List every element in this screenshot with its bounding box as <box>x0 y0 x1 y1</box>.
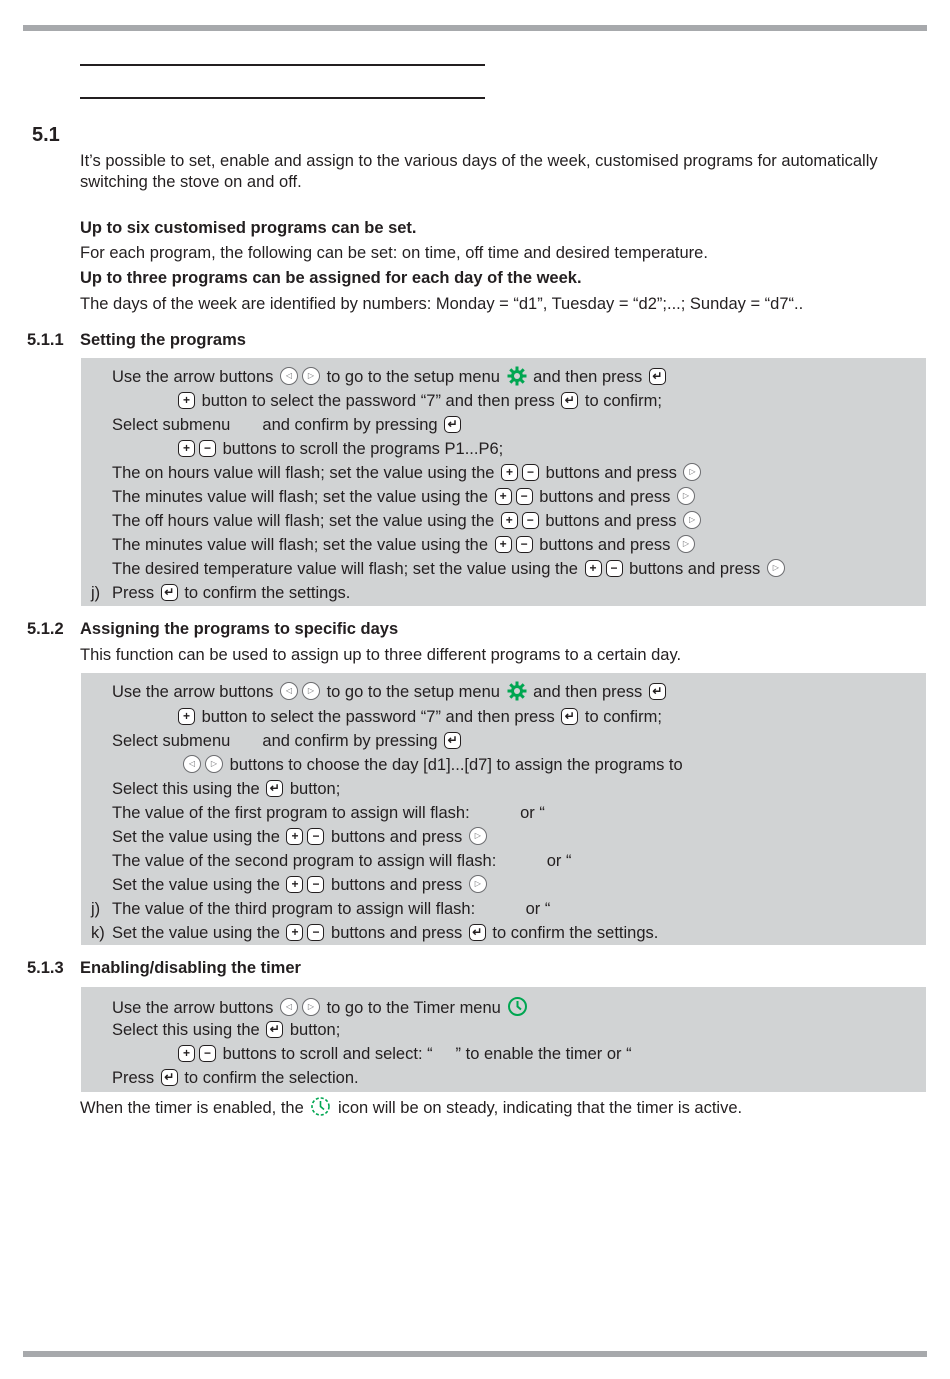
procedure-step <box>176 1044 632 1064</box>
procedure-step <box>112 827 489 847</box>
plus-icon: + <box>501 512 518 529</box>
procedure-step <box>112 487 697 507</box>
subsection-5-1-2-title: Assigning the programs to specific days <box>80 620 399 638</box>
arrow-right-icon: ▷ <box>677 535 695 553</box>
procedure-step <box>181 755 683 775</box>
step-text: Select submenu <box>112 416 235 434</box>
step-text: button; <box>285 1021 341 1039</box>
note-three-per-day: Up to three programs can be assigned for each day of the week. <box>80 269 582 287</box>
procedure-step <box>112 463 703 483</box>
arrow-right-icon: ▷ <box>302 367 320 385</box>
plus-icon: + <box>585 560 602 577</box>
procedure-step <box>176 391 662 411</box>
step-text: to go to the Timer menu <box>322 999 506 1017</box>
minus-icon: − <box>516 536 533 553</box>
procedure-step <box>112 366 668 387</box>
step-text: The minutes value will flash; set the value using the <box>112 536 493 554</box>
step-text: button; <box>285 780 341 798</box>
step-marker: k) <box>91 924 105 942</box>
subsection-5-1-1-title: Setting the programs <box>80 331 246 349</box>
arrow-right-icon: ▷ <box>677 487 695 505</box>
plus-icon: + <box>286 924 303 941</box>
minus-icon: − <box>199 440 216 457</box>
step-text: and confirm by pressing <box>234 732 443 750</box>
procedure-step <box>112 1068 359 1088</box>
plus-icon: + <box>495 488 512 505</box>
arrow-left-icon: ◁ <box>280 682 298 700</box>
step-text: and then press <box>528 368 647 386</box>
step-text: Press <box>112 1069 159 1087</box>
plus-icon: + <box>495 536 512 553</box>
subsection-5-1-2-intro: This function can be used to assign up to three different programs to a certain day. <box>80 646 682 664</box>
enter-icon: ↵ <box>266 1021 283 1038</box>
minus-icon: − <box>516 488 533 505</box>
step-text: The off hours value will flash; set the value using the <box>112 512 499 530</box>
step-marker: j) <box>91 900 101 918</box>
arrow-left-icon: ◁ <box>280 367 298 385</box>
plus-icon: + <box>286 876 303 893</box>
step-text: to confirm the settings. <box>487 924 659 942</box>
arrow-right-icon: ▷ <box>205 755 223 773</box>
step-text: Select this using the <box>112 1021 265 1039</box>
step-text: The value of the first program to assign will flash: <box>112 804 475 822</box>
plus-icon: + <box>178 392 195 409</box>
plus-icon: + <box>178 440 195 457</box>
title-line-2 <box>80 97 485 99</box>
procedure-step <box>176 707 662 727</box>
enter-icon: ↵ <box>444 732 461 749</box>
procedure-step <box>112 511 703 531</box>
procedure-step <box>112 535 697 555</box>
title-line-1 <box>80 64 485 66</box>
arrow-left-icon: ◁ <box>183 755 201 773</box>
step-text: Use the arrow buttons <box>112 999 278 1017</box>
step-text: to go to the setup menu <box>322 368 505 386</box>
arrow-left-icon: ◁ <box>280 998 298 1016</box>
step-text: buttons and press <box>624 560 765 578</box>
procedure-step <box>112 559 787 579</box>
procedure-step <box>112 779 340 799</box>
step-text: buttons to scroll and select: “ ” to enable the timer or “ <box>218 1045 632 1063</box>
step-text: to confirm; <box>580 708 662 726</box>
step-text: or “ <box>500 852 572 870</box>
step-text: Set the value using the <box>112 876 285 894</box>
enter-icon: ↵ <box>469 924 486 941</box>
subsection-5-1-3-number: 5.1.3 <box>27 959 64 977</box>
step-text: icon will be on steady, indicating that the timer is active. <box>333 1099 743 1117</box>
step-text: Select this using the <box>112 780 265 798</box>
note-settable-values: For each program, the following can be set: on time, off time and desired temperature. <box>80 244 708 262</box>
minus-icon: − <box>307 876 324 893</box>
section-intro-line-1: It’s possible to set, enable and assign to the various days of the week, customised programs for automatically <box>80 152 878 170</box>
step-text: and confirm by pressing <box>234 416 443 434</box>
minus-icon: − <box>199 1045 216 1062</box>
enter-icon: ↵ <box>266 780 283 797</box>
step-text: button to select the password “7” and then press <box>197 392 560 410</box>
step-text: buttons and press <box>541 464 682 482</box>
section-number: 5.1 <box>32 124 60 146</box>
section-intro-line-2: switching the stove on and off. <box>80 173 302 191</box>
step-text: button to select the password “7” and then press <box>197 708 560 726</box>
top-rule <box>23 25 927 31</box>
step-text: The value of the third program to assign will flash: <box>112 900 480 918</box>
minus-icon: − <box>522 464 539 481</box>
step-text: to confirm the selection. <box>179 1069 359 1087</box>
step-text: When the timer is enabled, the <box>80 1099 309 1117</box>
subsection-5-1-2-number: 5.1.2 <box>27 620 64 638</box>
step-text: and then press <box>528 683 647 701</box>
procedure-step <box>112 731 463 751</box>
procedure-step <box>112 681 668 702</box>
step-marker: j) <box>91 584 101 602</box>
step-text: buttons and press <box>326 876 467 894</box>
clock-icon <box>507 996 528 1017</box>
procedure-box-assign-programs <box>81 673 926 945</box>
arrow-right-icon: ▷ <box>469 827 487 845</box>
procedure-box-timer <box>81 987 926 1092</box>
step-text: The minutes value will flash; set the value using the <box>112 488 493 506</box>
arrow-right-icon: ▷ <box>302 998 320 1016</box>
note-day-numbers: The days of the week are identified by numbers: Monday = “d1”, Tuesday = “d2”;...; Sunday = “d7“.. <box>80 295 804 313</box>
procedure-step <box>112 996 530 1018</box>
enter-icon: ↵ <box>561 392 578 409</box>
enter-icon: ↵ <box>649 683 666 700</box>
step-text: to go to the setup menu <box>322 683 505 701</box>
step-text: Set the value using the <box>112 924 285 942</box>
arrow-right-icon: ▷ <box>683 511 701 529</box>
timer-icon <box>310 1096 331 1117</box>
step-text: buttons and press <box>540 512 682 530</box>
step-text: Press <box>112 584 159 602</box>
note-six-programs: Up to six customised programs can be set. <box>80 219 417 237</box>
plus-icon: + <box>178 708 195 725</box>
enter-icon: ↵ <box>649 368 666 385</box>
step-text: or “ <box>479 900 551 918</box>
procedure-step <box>91 583 351 603</box>
plus-icon: + <box>286 828 303 845</box>
step-text: or “ <box>474 804 545 822</box>
procedure-step <box>91 923 659 943</box>
gear-icon <box>507 366 527 386</box>
procedure-step <box>91 899 551 919</box>
arrow-right-icon: ▷ <box>767 559 785 577</box>
step-text: Set the value using the <box>112 828 285 846</box>
step-text: buttons to scroll the programs P1...P6; <box>218 440 504 458</box>
plus-icon: + <box>501 464 518 481</box>
procedure-box-set-programs <box>81 358 926 606</box>
enter-icon: ↵ <box>444 416 461 433</box>
gear-icon <box>507 681 527 701</box>
minus-icon: − <box>307 924 324 941</box>
step-text: buttons and press <box>326 828 467 846</box>
procedure-step <box>176 439 503 459</box>
enter-icon: ↵ <box>561 708 578 725</box>
subsection-5-1-1-number: 5.1.1 <box>27 331 64 349</box>
step-text: buttons and press <box>534 536 675 554</box>
procedure-step <box>112 1020 340 1040</box>
enter-icon: ↵ <box>161 1069 178 1086</box>
step-text: Use the arrow buttons <box>112 368 278 386</box>
subsection-5-1-3-title: Enabling/disabling the timer <box>80 959 301 977</box>
timer-footer <box>80 1096 742 1118</box>
step-text: The desired temperature value will flash; set the value using the <box>112 560 583 578</box>
minus-icon: − <box>522 512 539 529</box>
step-text: Use the arrow buttons <box>112 683 278 701</box>
step-text: buttons to choose the day [d1]...[d7] to assign the programs to <box>225 756 683 774</box>
arrow-right-icon: ▷ <box>302 682 320 700</box>
minus-icon: − <box>307 828 324 845</box>
minus-icon: − <box>606 560 623 577</box>
plus-icon: + <box>178 1045 195 1062</box>
step-text: buttons and press <box>326 924 467 942</box>
bottom-rule <box>23 1351 927 1357</box>
enter-icon: ↵ <box>161 584 178 601</box>
step-text: buttons and press <box>534 488 675 506</box>
step-text: to confirm the settings. <box>179 584 351 602</box>
step-text: The on hours value will flash; set the value using the <box>112 464 500 482</box>
arrow-right-icon: ▷ <box>683 463 701 481</box>
step-text: to confirm; <box>580 392 662 410</box>
arrow-right-icon: ▷ <box>469 875 487 893</box>
step-text: The value of the second program to assign will flash: <box>112 852 501 870</box>
procedure-step <box>112 851 571 871</box>
procedure-step <box>112 415 463 435</box>
procedure-step <box>112 875 489 895</box>
step-text: Select submenu <box>112 732 235 750</box>
procedure-step <box>112 803 545 823</box>
